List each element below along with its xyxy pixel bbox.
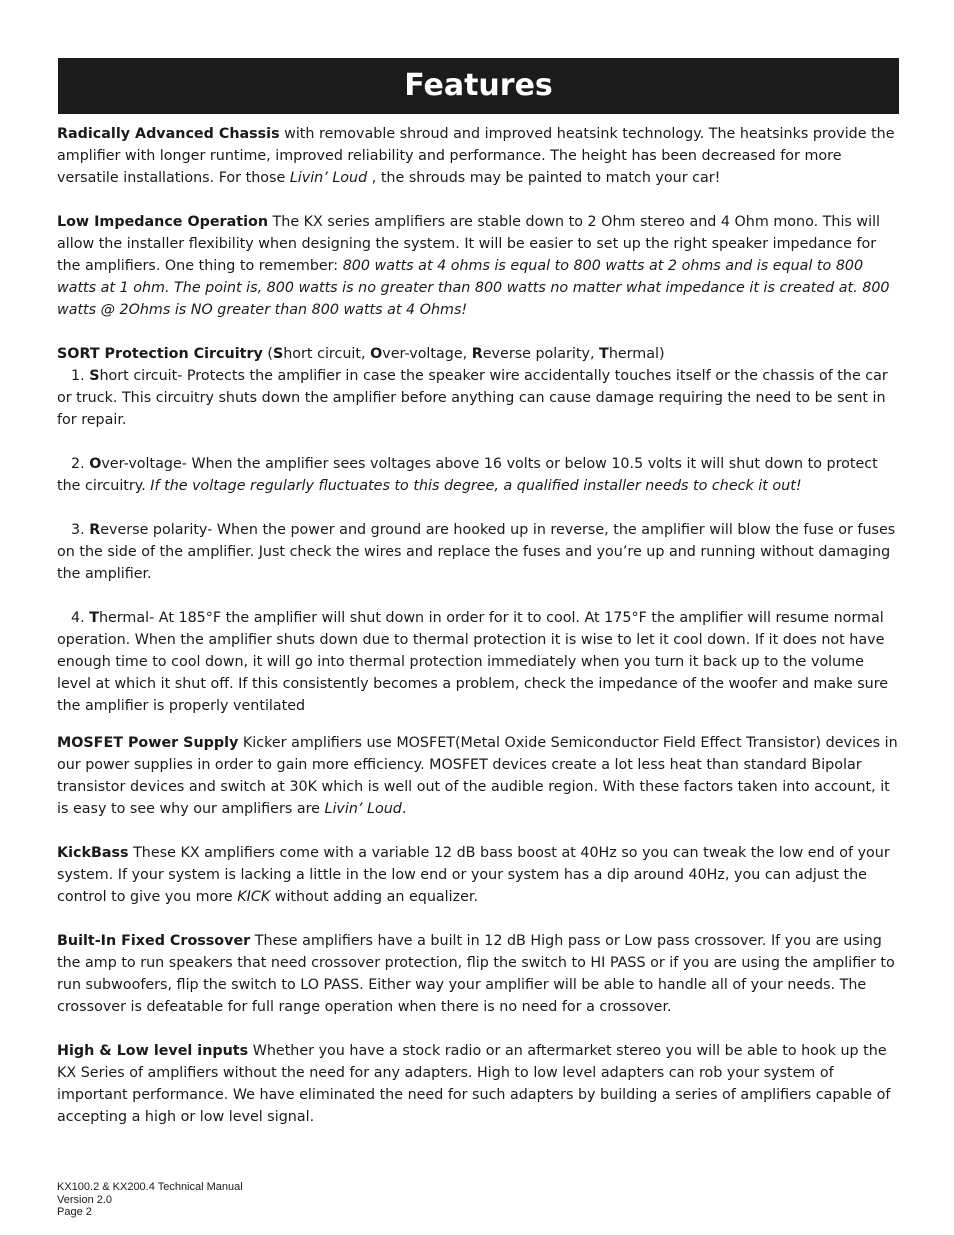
sort-item-letter: T xyxy=(89,610,99,626)
chassis-text: with removable shroud and improved heatsink technology. The heatsinks provide the amplifier with longer runtime, improved reliability and performance. The height has been decreased for more versatile installations. For those xyxy=(57,126,895,186)
kickbass-heading: KickBass xyxy=(57,845,129,861)
sort-item-emphasis: If the voltage regularly fluctuates to this degree, a qualified installer needs to check it out! xyxy=(150,478,802,494)
kickbass-emphasis: KICK xyxy=(237,889,271,905)
sort-item-letter: R xyxy=(89,522,101,538)
impedance-text: The KX series amplifiers are stable down to 2 Ohm stereo and 4 Ohm mono. This will allow the installer flexibility when designing the system. It will be easier to set up the right speaker impedance for the amplifiers. One thing to remember: xyxy=(57,214,881,274)
sort-legend-open: ( xyxy=(262,346,273,362)
sort-item-over-voltage xyxy=(57,453,899,497)
footer-page-number: Page 2 xyxy=(57,1206,92,1218)
sort-item-letter: S xyxy=(89,368,100,384)
sort-item-thermal xyxy=(57,607,899,717)
chassis-text-end: , the shrouds may be painted to match your car! xyxy=(367,170,721,186)
sort-legend-r: R xyxy=(471,346,483,362)
sort-legend-o-rest: ver-voltage, xyxy=(382,346,472,362)
sort-item-text: hort circuit- Protects the amplifier in case the speaker wire accidentally touches itself or the chassis of the car or truck. This circuitry shuts down the amplifier before anything can cause damage requiring the need to be sent in for repair. xyxy=(57,368,888,428)
sort-item-letter: O xyxy=(89,456,102,472)
inputs-text: Whether you have a stock radio or an aftermarket stereo you will be able to hook up the KX Series of amplifiers without the need for any adapters. High to low level adapters can rob your system of important performance. We have eliminated the need for such adapters by building a series of amplifiers capable of accepting a high or low level signal. xyxy=(57,1043,891,1125)
page-title: Features xyxy=(404,68,553,103)
chassis-paragraph xyxy=(57,123,899,189)
sort-item-short-circuit xyxy=(57,365,899,431)
sort-item-reverse-polarity xyxy=(57,519,899,585)
inputs-heading: High & Low level inputs xyxy=(57,1043,249,1059)
crossover-paragraph xyxy=(57,930,899,1018)
features-content xyxy=(57,123,899,1128)
sort-legend-o: O xyxy=(370,346,383,362)
sort-item-text: ver-voltage- When the amplifier sees voltages above 16 volts or below 10.5 volts it will shut down to protect the circuitry. xyxy=(57,456,878,494)
chassis-heading: Radically Advanced Chassis xyxy=(57,126,280,142)
chassis-emphasis: Livin’ Loud xyxy=(289,170,368,186)
sort-legend-s-rest: hort circuit, xyxy=(283,346,371,362)
kickbass-text-end: without adding an equalizer. xyxy=(270,889,479,905)
sort-legend-t: T xyxy=(599,346,609,362)
crossover-heading: Built-In Fixed Crossover xyxy=(57,933,251,949)
kickbass-text: These KX amplifiers come with a variable 12 dB bass boost at 40Hz so you can tweak the low end of your system. If your system is lacking a little in the low end or your system has a dip around 40Hz, you can adjust the control to give you more xyxy=(57,845,890,905)
impedance-paragraph xyxy=(57,211,899,321)
sort-legend-t-rest: hermal) xyxy=(608,346,665,362)
inputs-paragraph xyxy=(57,1040,899,1128)
page-footer xyxy=(57,1181,243,1219)
mosfet-paragraph xyxy=(57,732,899,820)
footer-manual-title: KX100.2 & KX200.4 Technical Manual xyxy=(57,1181,243,1193)
sort-item-number: 2. xyxy=(71,456,90,472)
sort-legend-s: S xyxy=(272,346,284,362)
sort-heading: SORT Protection Circuitry xyxy=(57,346,263,362)
sort-item-text: hermal- At 185°F the amplifier will shut down in order for it to cool. At 175°F the amplifier will resume normal operation. When the amplifier shuts down due to thermal protection it is wise to let it cool down. If it does not have enough time to cool down, it will go into thermal protection immediately when you turn it back up to the volume level at which it shut off. If this consistently becomes a problem, check the impedance of the woofer and make sure the amplifier is properly ventilated xyxy=(57,610,889,714)
sort-item-number: 1. xyxy=(71,368,90,384)
crossover-text: These amplifiers have a built in 12 dB High pass or Low pass crossover. If you are using the amp to run speakers that need crossover protection, flip the switch to HI PASS or if you are using the amplifier to run subwoofers, flip the switch to LO PASS. Either way your amplifier will be able to handle all of your needs. The crossover is defeatable for full range operation when there is no need for a crossover. xyxy=(57,933,895,1015)
sort-heading-line xyxy=(57,343,899,365)
mosfet-text: Kicker amplifiers use MOSFET(Metal Oxide Semiconductor Field Effect Transistor) devices in our power supplies in order to gain more efficiency. MOSFET devices create a lot less heat than standard Bipolar transistor devices and switch at 30K which is well out of the audible region. With these factors taken into account, it is easy to see why our amplifiers are xyxy=(57,735,898,817)
sort-item-number: 3. xyxy=(71,522,90,538)
title-banner xyxy=(58,58,899,114)
footer-version: Version 2.0 xyxy=(57,1193,113,1206)
mosfet-heading: MOSFET Power Supply xyxy=(57,735,239,751)
sort-item-number: 4. xyxy=(71,610,90,626)
mosfet-text-end: . xyxy=(401,801,407,817)
kickbass-paragraph xyxy=(57,842,899,908)
sort-item-text: everse polarity- When the power and ground are hooked up in reverse, the amplifier will blow the fuse or fuses on the side of the amplifier. Just check the wires and replace the fuses and you’re up and running without damaging the amplifier. xyxy=(57,522,896,582)
impedance-heading: Low Impedance Operation xyxy=(57,214,268,230)
impedance-emphasis: 800 watts at 4 ohms is equal to 800 watts at 2 ohms and is equal to 800 watts at 1 ohm. The point is, 800 watts is no greater than 800 watts no matter what impedance it is created at. 800 watts @ 2Ohms is NO greater than 800 watts at 4 Ohms! xyxy=(57,258,890,318)
mosfet-emphasis: Livin’ Loud xyxy=(324,801,402,817)
sort-legend-r-rest: everse polarity, xyxy=(482,346,600,362)
